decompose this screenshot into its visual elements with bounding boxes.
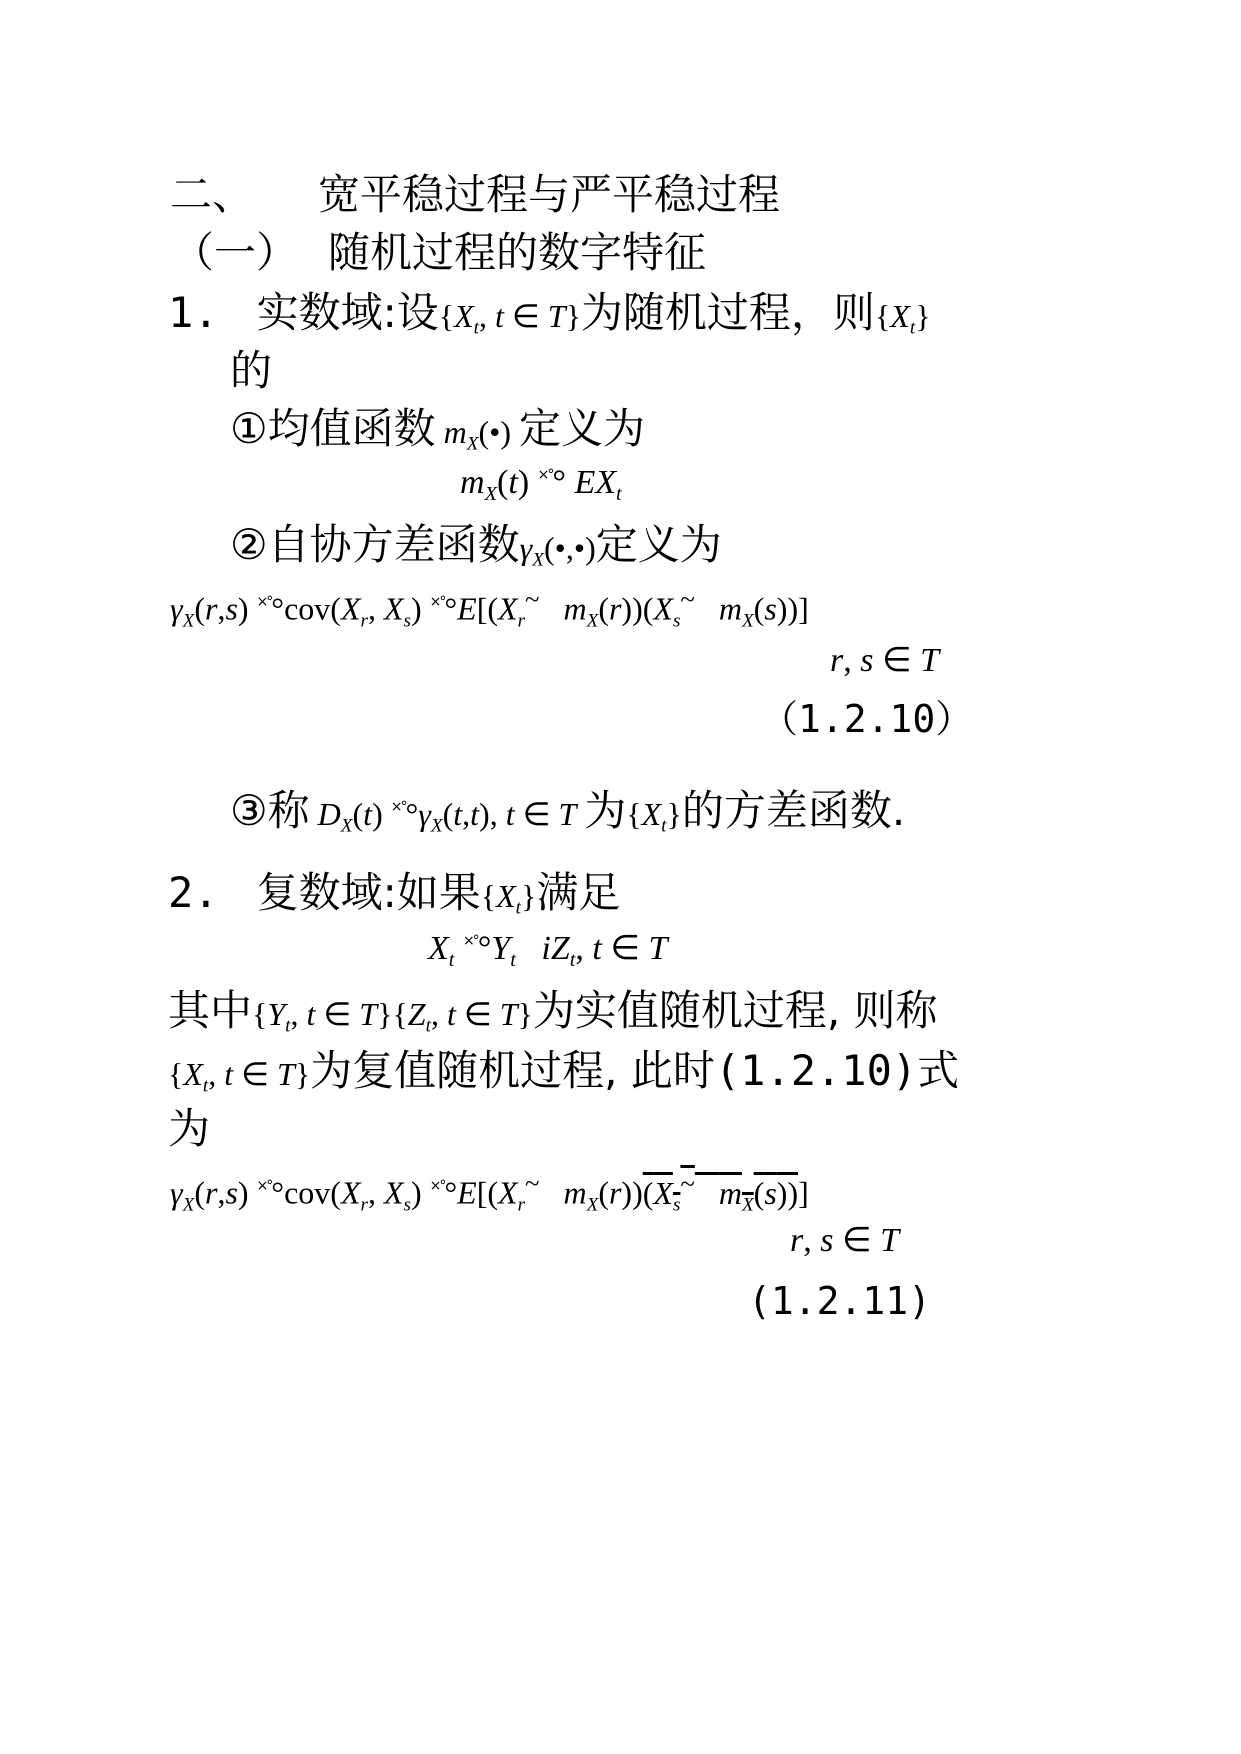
para-end2: 为	[168, 1104, 211, 1153]
item2-label: 复数域:	[256, 868, 397, 917]
autocov-formula: $\gamma_X(r,s)$ $^{\times^\circ}^\circ cov(X_r$, $X_s$) $^{\times^\circ}^\circ E[(X_r^\sim$ $m_X(r))(X_s^\sim$ $m_X(s)$)]	[170, 584, 809, 632]
circled-two-marker: ②	[230, 520, 268, 569]
complex-autocov-formula: $\gamma_X(r,s)$ $^{\times^\circ}^\circ cov(X_r$, $X_s$) $^{\times^\circ}^\circ E[(X_r^\sim$ $m_X(r))(X_s^\sim$ $m_X(s)$)]	[170, 1168, 809, 1216]
circled-three-marker: ③	[230, 786, 268, 835]
item1-number: 1.	[168, 288, 219, 337]
paragraph-line-1	[168, 986, 938, 1037]
mean-symbol: $m_X(•)$	[443, 414, 520, 455]
item2-lead: 如果	[396, 868, 481, 917]
mean-suffix: 定义为	[519, 404, 646, 453]
variance-formula: $D_X(t)$ $^{\times^\circ}^\circ\gamma_X(t,t)$, t ∈ T	[317, 796, 577, 837]
item2-number: 2.	[168, 868, 219, 917]
variance-lead: 称	[267, 786, 310, 835]
item1-process: {$X_t$, t ∈ T}	[438, 298, 581, 339]
item1-middle: 为随机过程，则	[580, 288, 875, 337]
para-end: 式	[917, 1046, 960, 1095]
item1-process-short: $\{X_t\}$	[874, 298, 931, 339]
item2-tail: 满足	[536, 868, 621, 917]
section-title: 宽平稳过程与严平稳过程	[318, 170, 781, 219]
subsection-number: （一）	[172, 228, 299, 277]
subsection-heading	[172, 228, 707, 277]
item1-lead: 设	[396, 288, 439, 337]
para-mid: 为实值随机过程, 则称	[532, 986, 938, 1035]
mean-formula: $m_X(t)$ ×°° $EX_t$	[460, 464, 622, 506]
autocov-label: 自协方差函数	[267, 520, 520, 569]
item1-line	[168, 288, 931, 339]
equation-reference: (1.2.10)	[714, 1046, 918, 1095]
complex-formula: $X_t$ $^{\times^\circ}^\circ Y_t$ $iZ_t$, t ∈ T	[428, 930, 668, 972]
circled-one-marker: ①	[230, 404, 268, 453]
subsection-title: 随机过程的数字特征	[328, 228, 707, 277]
section-number: 二、	[170, 170, 255, 219]
section-heading	[170, 170, 781, 219]
mean-function-line	[230, 404, 646, 455]
equation-number-1-2-11: (1.2.11)	[748, 1279, 932, 1323]
para-lead: 其中	[168, 986, 253, 1035]
process-y: {$Y_t$, t ∈ T}	[252, 996, 393, 1037]
item1-tail: 的	[230, 346, 273, 395]
paragraph-line-2	[168, 1046, 960, 1097]
variance-process: $\{X_t\}$	[626, 796, 682, 837]
para-tail: 为复值随机过程, 此时	[310, 1046, 715, 1095]
variance-middle: 为	[584, 786, 627, 835]
autocov-domain: r, s ∈ T	[830, 642, 940, 679]
item2-process: $\{X_t\}$	[480, 878, 537, 919]
variance-tail: 的方差函数.	[681, 786, 906, 835]
mean-label: 均值函数	[267, 404, 436, 453]
complex-autocov-domain: r, s ∈ T	[790, 1222, 900, 1259]
item2-line	[168, 868, 621, 919]
autocov-line	[230, 520, 722, 571]
autocov-suffix: 定义为	[595, 520, 722, 569]
process-z: {$Z_t$, t ∈ T}	[392, 996, 533, 1037]
variance-line	[230, 786, 906, 837]
process-x: {$X_t$, t ∈ T}	[168, 1056, 311, 1097]
equation-number-1-2-10: （1.2.10）	[760, 697, 974, 741]
item1-label: 实数域:	[256, 288, 397, 337]
autocov-symbol: $\gamma_X(•,•)$	[519, 530, 596, 571]
